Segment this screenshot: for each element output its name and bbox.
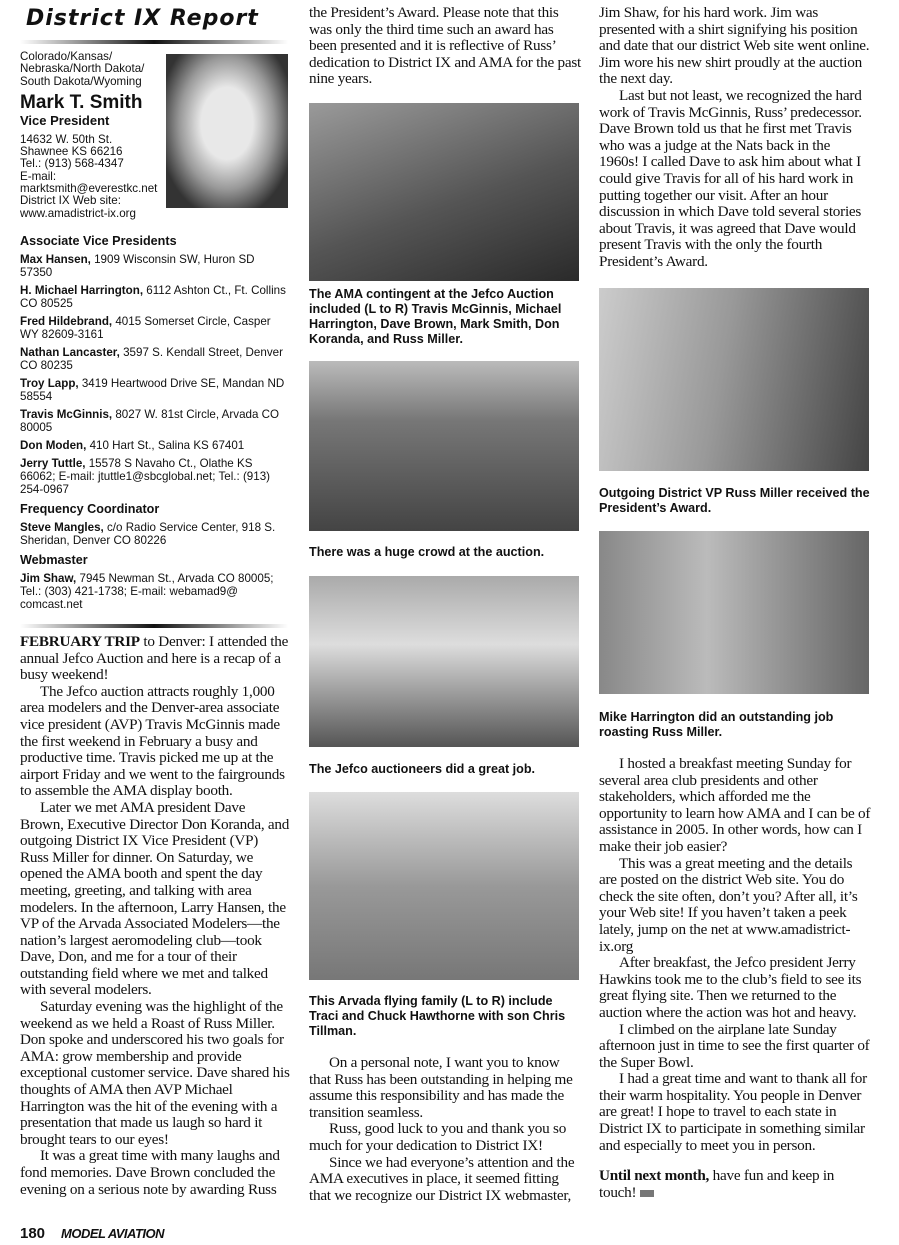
avp-item: [20, 315, 288, 341]
paragraph: I climbed on the airplane late Sunday afternoon just in time to see the first quarter of the Super Bowl.: [599, 1020, 870, 1071]
paragraph: It was a great time with many laughs and fond memories. Dave Brown concluded the evening on a serious note by awarding Russ: [20, 1147, 280, 1198]
article-column-2-top: [309, 5, 581, 88]
paragraph: I hosted a breakfast meeting Sunday for several area club presidents and other stakeholders, which afforded me the opportunity to learn how AMA and I can be of assistance in 2005. In other words, how can I make their job easier?: [599, 755, 871, 855]
avp-name: Troy Lapp,: [20, 377, 79, 390]
avp-address: 3419 Heartwood Drive SE, Mandan ND 58554: [20, 377, 285, 403]
divider: [20, 624, 288, 628]
vp-contact: [20, 134, 162, 220]
paragraph: Later we met AMA president Dave Brown, Executive Director Don Koranda, and outgoing District IX Vice President (VP) Russ Miller for dinner. On Saturday, we opened the AMA booth and spent the day meeting, greeting, and talking with area modelers. In the afternoon, Larry Hansen, the VP of the Arvada Associated Modelers—the nation’s largest aeromodeling club—took Dave, Don, and me for a tour of their outstanding field where we met and talked with several modelers.: [20, 798, 290, 999]
photo-caption: There was a huge crowd at the auction.: [309, 545, 545, 559]
text: have fun and keep in touch!: [599, 1167, 835, 1201]
city: Shawnee KS 66216: [20, 145, 123, 159]
avp-name: Travis McGinnis,: [20, 408, 113, 421]
closing-lead: Until next month,: [599, 1167, 710, 1185]
webmaster-heading: Webmaster: [20, 553, 88, 567]
photo-caption: Mike Harrington did an outstanding job roasting Russ Miller.: [599, 710, 834, 739]
frequency-item: [20, 521, 288, 547]
avp-name: Jerry Tuttle,: [20, 457, 86, 470]
paragraph: Jim Shaw, for his hard work. Jim was presented with a shirt signifying his position and date that our district Web site went online. Jim wore his new shirt proudly at the auction the next day.: [599, 4, 870, 88]
email-label: E-mail:: [20, 169, 57, 183]
avp-item: [20, 439, 288, 452]
photo-caption: The AMA contingent at the Jefco Auction included (L to R) Travis McGinnis, Michael Harrington, Dave Brown, Mark Smith, Don Koranda, and Russ Miller.: [309, 287, 562, 346]
webmaster-name: Jim Shaw,: [20, 572, 77, 585]
avp-address: 3597 S. Kendall Street, Denver CO 80235: [20, 346, 283, 372]
vp-portrait-photo: [166, 54, 288, 208]
avp-address: 8027 W. 81st Circle, Arvada CO 80005: [20, 408, 280, 434]
avp-item: [20, 253, 288, 279]
avp-name: H. Michael Harrington,: [20, 284, 144, 297]
coordinator-address: c/o Radio Service Center, 918 S. Sheridan, Denver CO 80226: [20, 521, 276, 547]
flying-family-photo: [309, 792, 579, 980]
article-column-2-bottom: [309, 1055, 581, 1204]
avp-address: 1909 Wisconsin SW, Huron SD 57350: [20, 253, 255, 279]
paragraph: This was a great meeting and the details are posted on the district Web site. You do check the site often, don’t you? After all, it’s your Web site! If you haven’t taken a peek lately, jump on the net at www.amadistrict-ix.org: [599, 854, 858, 955]
coordinator-name: Steve Mangles,: [20, 521, 104, 534]
article-column-1: [20, 634, 290, 1198]
avp-item: [20, 377, 288, 403]
avp-name: Max Hansen,: [20, 253, 91, 266]
avp-item: [20, 457, 288, 496]
magazine-name: MODEL AVIATION: [61, 1226, 165, 1241]
closing-paragraph: [599, 1168, 871, 1201]
vp-name: Mark T. Smith: [20, 91, 143, 113]
avp-name: Nathan Lancaster,: [20, 346, 120, 359]
webmaster-address: 7945 Newman St., Arvada CO 80005; Tel.: (303) 421-1738; E-mail: webamad9@ comcast.net: [20, 572, 274, 611]
paragraph: [20, 634, 290, 684]
paragraph: Saturday evening was the highlight of the weekend as we held a Roast of Russ Miller. Don spoke and underscored his two goals for AMA: grow membership and provide exceptional customer service. Dave shared his thoughts of AMA then AVP Michael Harrington was the hit of the evening with a presentation that made us laugh so hard it brought tears to our eyes!: [20, 998, 290, 1148]
webmaster-item: [20, 572, 288, 611]
avp-list: [20, 228, 288, 616]
avp-item: [20, 408, 288, 434]
avp-name: Don Moden,: [20, 439, 87, 452]
website-link[interactable]: www.amadistrict-ix.org: [20, 206, 136, 220]
article-column-3-bottom: [599, 756, 871, 1201]
avp-heading: Associate Vice Presidents: [20, 234, 177, 248]
crowd-photo: [309, 361, 579, 531]
photo-caption: This Arvada flying family (L to R) include Traci and Chuck Hawthorne with son Chris Tillman.: [309, 994, 566, 1038]
roast-photo: [599, 531, 869, 694]
avp-address: 6112 Ashton Ct., Ft. Collins CO 80525: [20, 284, 286, 310]
website-label: District IX Web site:: [20, 194, 121, 208]
avp-item: [20, 346, 288, 372]
paragraph: Since we had everyone’s attention and the AMA executives in place, it seemed fitting that we recognize our District IX webmaster,: [309, 1153, 575, 1204]
paragraph: The Jefco auction attracts roughly 1,000 area modelers and the Denver-area associate vice president (AVP) Travis McGinnis made the first weekend in February a busy and productive time. Travis picked me up at the airport Friday and we went to the fairgrounds to assemble the AMA display booth.: [20, 682, 285, 800]
divider: [20, 40, 288, 44]
auctioneers-photo: [309, 576, 579, 747]
photo-caption: The Jefco auctioneers did a great job.: [309, 762, 536, 776]
vp-info: [20, 51, 162, 220]
frequency-heading: Frequency Coordinator: [20, 502, 160, 516]
avp-address: 4015 Somerset Circle, Casper WY 82609-3161: [20, 315, 271, 341]
district-states: Colorado/Kansas/ Nebraska/North Dakota/ South Dakota/Wyoming: [20, 50, 145, 88]
paragraph: After breakfast, the Jefco president Jerry Hawkins took me to the club’s field to see its great flying site. Then we returned to the auction where the action was hot and heavy.: [599, 954, 862, 1021]
lead-in: FEBRUARY TRIP: [20, 633, 140, 650]
vp-role: Vice President: [20, 112, 110, 128]
group-photo: [309, 103, 579, 281]
photo-caption: Outgoing District VP Russ Miller received the President’s Award.: [599, 486, 870, 515]
avp-item: [20, 284, 288, 310]
paragraph: Last but not least, we recognized the hard work of Travis McGinnis, Russ’ predecessor. Dave Brown told us that he first met Travis who was a judge at the Nats back in the 1960s! I called Dave to ask him about what I could give Travis for all of his hard work in putting together our visit. After an hour discussion in which Dave told several stories about Travis, it was agreed that Dave would present Travis with the only the fourth President’s Award.: [599, 86, 862, 270]
avp-address: 410 Hart St., Salina KS 67401: [86, 439, 245, 452]
award-photo: [599, 288, 869, 471]
paragraph: On a personal note, I want you to know that Russ has been outstanding in helping me assume this responsibility and has made the transition seamless.: [309, 1054, 573, 1121]
paragraph: I had a great time and want to thank all for their warm hospitality. You people in Denver are great! I hope to travel to each state in District IX to participate in something similar and especially to meet you in person.: [599, 1070, 867, 1154]
text: to Denver: I attended the annual Jefco Auction and here is a recap of a busy weekend!: [20, 633, 289, 684]
phone: Tel.: (913) 568-4347: [20, 157, 124, 171]
ama-logo-icon: [640, 1190, 654, 1197]
avp-address: 15578 S Navaho Ct., Olathe KS 66062; E-mail: jtuttle1@sbcglobal.net; Tel.: (913) 254-0967: [20, 457, 271, 496]
address: 14632 W. 50th St.: [20, 132, 113, 146]
section-title: District IX Report: [26, 6, 259, 31]
email-link[interactable]: marktsmith@everestkc.net: [20, 182, 158, 196]
article-column-3-top: [599, 5, 871, 271]
page-number: 180: [20, 1225, 46, 1242]
paragraph: the President’s Award. Please note that this was only the third time such an award has been presented and it is reflective of Russ’ dedication to District IX and AMA for the past nine years.: [309, 4, 581, 88]
paragraph: Russ, good luck to you and thank you so much for your dedication to District IX!: [309, 1120, 567, 1154]
avp-name: Fred Hildebrand,: [20, 315, 113, 328]
